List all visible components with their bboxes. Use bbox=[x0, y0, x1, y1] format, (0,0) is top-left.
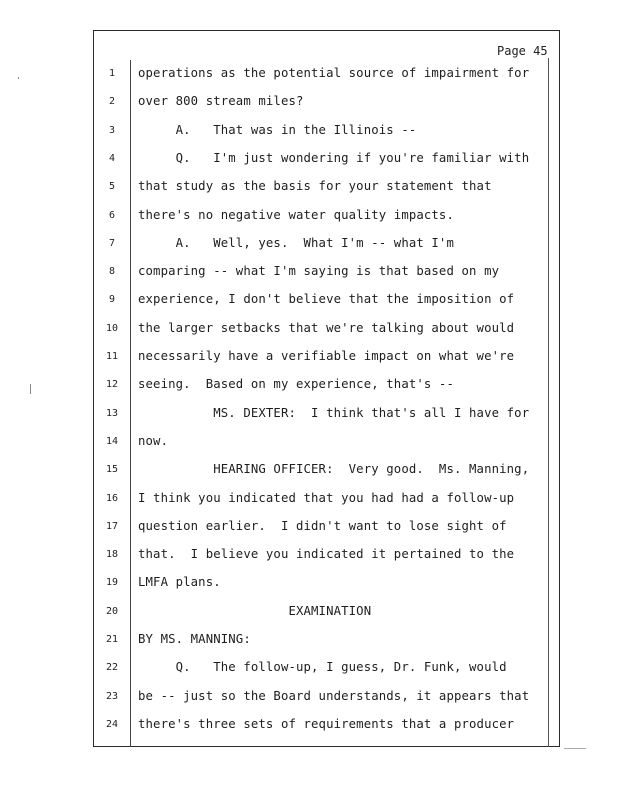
line-text: I think you indicated that you had had a follow-up bbox=[138, 490, 515, 505]
line-text: the larger setbacks that we're talking about would bbox=[138, 320, 515, 335]
line-number: 15 bbox=[105, 464, 119, 476]
line-number: 22 bbox=[105, 662, 119, 674]
line-text: operations as the potential source of impairment for bbox=[138, 66, 530, 80]
transcript-line bbox=[0, 236, 618, 252]
scan-mark bbox=[564, 748, 586, 749]
transcript-line bbox=[0, 179, 618, 195]
line-number: 14 bbox=[105, 435, 119, 447]
transcript-line bbox=[0, 321, 618, 337]
line-number: 11 bbox=[105, 351, 119, 362]
transcript-line bbox=[0, 462, 618, 478]
transcript-line bbox=[0, 434, 618, 450]
line-text: HEARING OFFICER: Very good. Ms. Manning, bbox=[138, 462, 530, 477]
line-text: that. I believe you indicated it pertained to the bbox=[138, 547, 515, 562]
page-number: Page 45 bbox=[497, 44, 548, 58]
transcript-line bbox=[0, 208, 618, 224]
transcript-line bbox=[0, 94, 618, 110]
line-number: 23 bbox=[105, 690, 119, 702]
line-number: 16 bbox=[105, 492, 119, 504]
line-number: 12 bbox=[105, 379, 119, 391]
transcript-line bbox=[0, 575, 618, 591]
line-number: 20 bbox=[105, 605, 119, 617]
line-number: 24 bbox=[105, 718, 119, 730]
line-number: 19 bbox=[105, 577, 119, 589]
line-text: A. Well, yes. What I'm -- what I'm bbox=[138, 235, 454, 250]
line-number: 2 bbox=[108, 96, 116, 108]
transcript-line bbox=[0, 66, 618, 82]
transcript-line bbox=[0, 292, 618, 308]
transcript-line bbox=[0, 123, 618, 139]
transcript-line bbox=[0, 547, 618, 563]
transcript-line bbox=[0, 632, 618, 648]
line-text: comparing -- what I'm saying is that based on my bbox=[138, 264, 500, 279]
line-number: 18 bbox=[105, 549, 119, 561]
line-text: necessarily have a verifiable impact on what we're bbox=[138, 349, 515, 363]
transcript-line bbox=[0, 519, 618, 535]
transcript-line bbox=[0, 660, 618, 676]
line-text: seeing. Based on my experience, that's -- bbox=[138, 377, 454, 392]
line-text: experience, I don't believe that the imposition of bbox=[138, 292, 515, 307]
line-text: A. That was in the Illinois -- bbox=[138, 122, 417, 137]
line-number: 1 bbox=[108, 68, 116, 79]
transcript-line bbox=[0, 151, 618, 167]
line-number: 6 bbox=[108, 209, 116, 221]
line-number: 3 bbox=[108, 124, 116, 136]
line-text: question earlier. I didn't want to lose sight of bbox=[138, 518, 507, 533]
line-number: 5 bbox=[108, 181, 116, 193]
transcript-line bbox=[0, 349, 618, 365]
line-text: EXAMINATION bbox=[138, 603, 372, 618]
line-number: 21 bbox=[105, 634, 119, 645]
line-number: 10 bbox=[105, 322, 119, 334]
transcript-line bbox=[0, 717, 618, 733]
line-text: now. bbox=[138, 433, 169, 448]
line-text: LMFA plans. bbox=[138, 575, 221, 590]
transcript-line bbox=[0, 377, 618, 393]
line-text: MS. DEXTER: I think that's all I have for bbox=[138, 405, 530, 420]
transcript-line bbox=[0, 604, 618, 620]
line-number: 17 bbox=[105, 520, 119, 532]
line-number: 9 bbox=[108, 294, 116, 306]
line-text: over 800 stream miles? bbox=[138, 94, 304, 109]
line-text: Q. I'm just wondering if you're familiar with bbox=[138, 150, 530, 165]
line-text: be -- just so the Board understands, it appears that bbox=[138, 688, 530, 703]
line-text: there's three sets of requirements that a producer bbox=[138, 716, 515, 731]
line-number: 8 bbox=[108, 266, 116, 278]
line-number: 13 bbox=[105, 407, 119, 419]
line-number: 7 bbox=[108, 237, 116, 249]
transcript-line bbox=[0, 406, 618, 422]
line-text: Q. The follow-up, I guess, Dr. Funk, would bbox=[138, 660, 507, 675]
line-text: BY MS. MANNING: bbox=[138, 632, 251, 646]
line-number: 4 bbox=[108, 152, 116, 164]
line-text: that study as the basis for your statement that bbox=[138, 179, 492, 194]
transcript-line bbox=[0, 264, 618, 280]
line-text: there's no negative water quality impacts. bbox=[138, 207, 454, 222]
transcript-line bbox=[0, 689, 618, 705]
transcript-line bbox=[0, 491, 618, 507]
